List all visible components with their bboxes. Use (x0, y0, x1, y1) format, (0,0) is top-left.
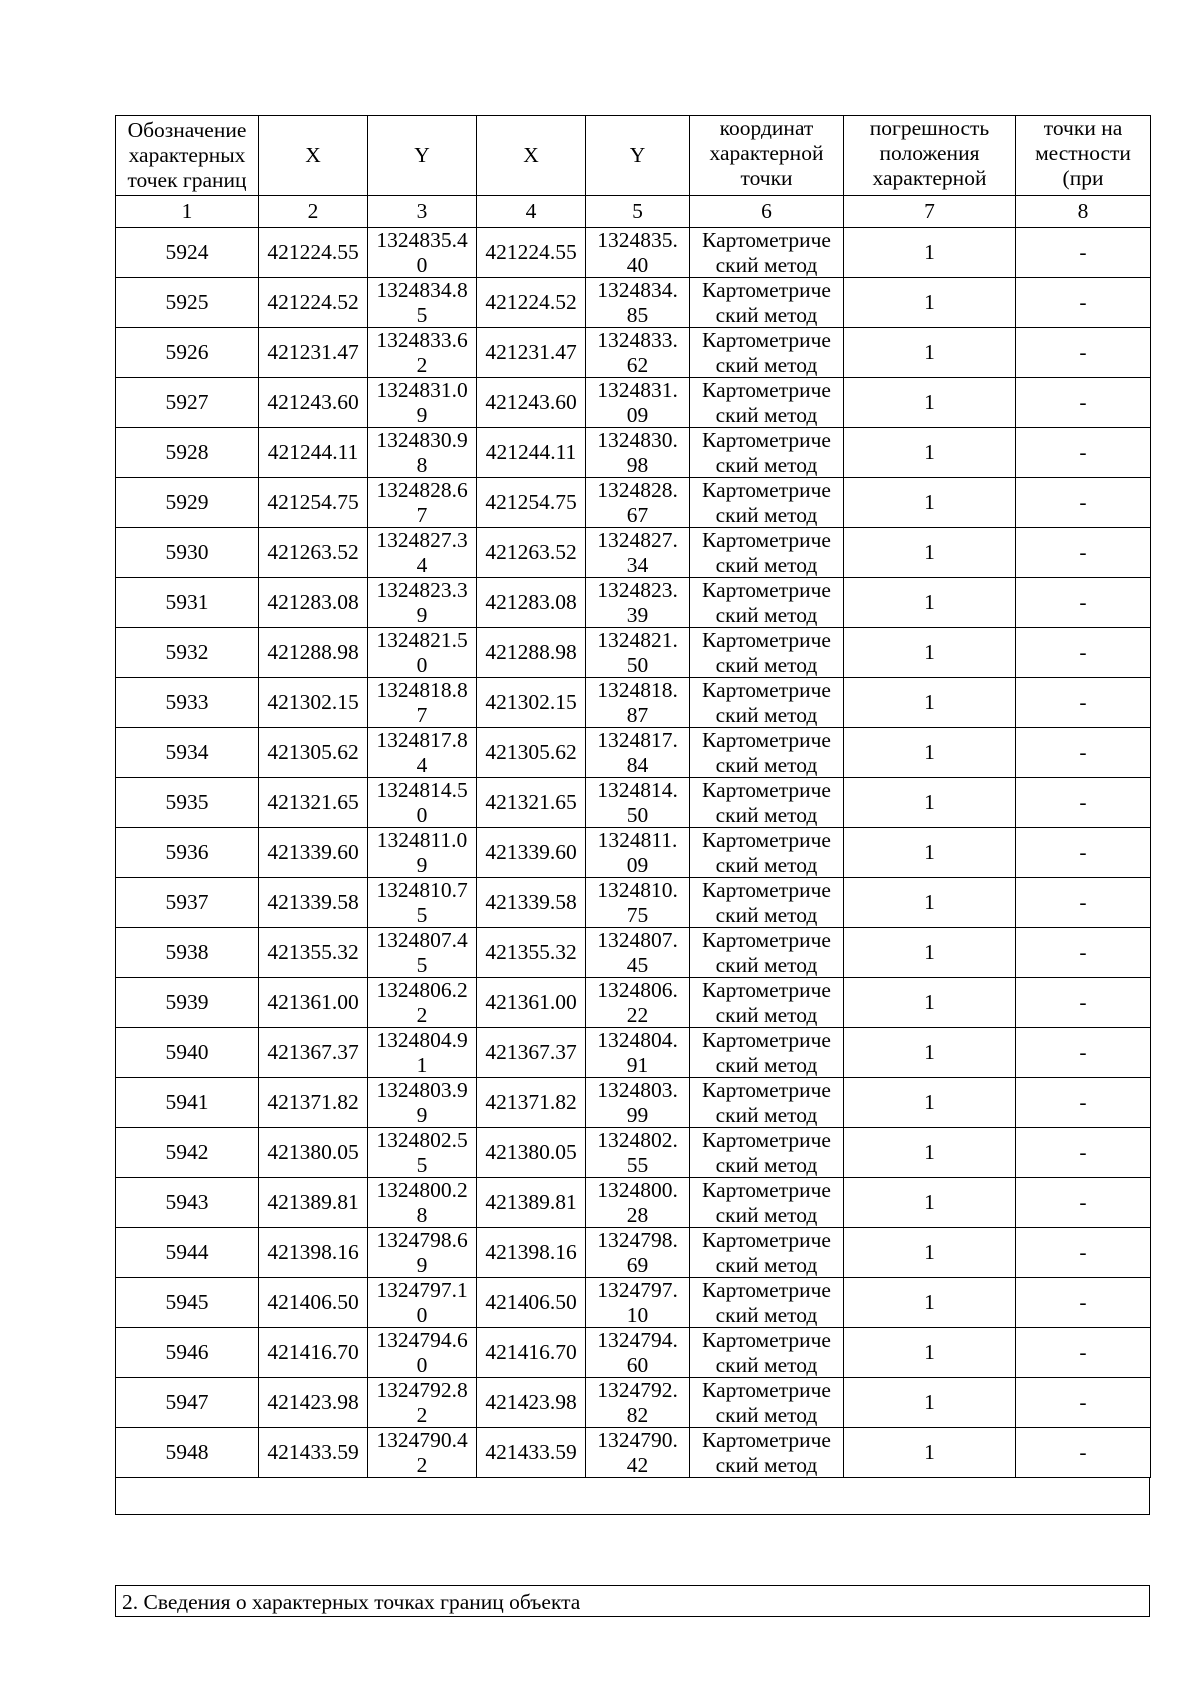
y-existing-cell: 1324817.8 4 (368, 728, 477, 778)
method-cell: Картометриче ский метод (690, 428, 844, 478)
x-refined-cell: 421355.32 (477, 928, 586, 978)
x-existing-cell: 421224.52 (259, 278, 368, 328)
y-refined-cell: 1324804. 91 (586, 1028, 690, 1078)
x-refined-cell: 421361.00 (477, 978, 586, 1028)
y-refined-cell: 1324800. 28 (586, 1178, 690, 1228)
error-cell: 1 (844, 1328, 1016, 1378)
x-existing-cell: 421244.11 (259, 428, 368, 478)
table-row (116, 428, 1151, 478)
method-cell: Картометриче ский метод (690, 778, 844, 828)
x-existing-cell: 421416.70 (259, 1328, 368, 1378)
y-refined-cell: 1324828. 67 (586, 478, 690, 528)
description-cell: - (1016, 278, 1151, 328)
method-cell: Картометриче ский метод (690, 1078, 844, 1128)
point-id-cell: 5940 (116, 1028, 259, 1078)
y-existing-cell: 1324821.5 0 (368, 628, 477, 678)
x-existing-cell: 421254.75 (259, 478, 368, 528)
method-cell: Картометриче ский метод (690, 1228, 844, 1278)
table-row (116, 528, 1151, 578)
x-existing-cell: 421231.47 (259, 328, 368, 378)
x-refined-cell: 421321.65 (477, 778, 586, 828)
table-row (116, 828, 1151, 878)
error-cell: 1 (844, 578, 1016, 628)
x-existing-cell: 421389.81 (259, 1178, 368, 1228)
table-row (116, 1378, 1151, 1428)
table-row (116, 928, 1151, 978)
description-cell: - (1016, 778, 1151, 828)
x-refined-cell: 421288.98 (477, 628, 586, 678)
error-cell: 1 (844, 1278, 1016, 1328)
x-existing-cell: 421283.08 (259, 578, 368, 628)
error-cell: 1 (844, 228, 1016, 278)
y-existing-cell: 1324834.8 5 (368, 278, 477, 328)
x-existing-cell: 421371.82 (259, 1078, 368, 1128)
description-cell: - (1016, 1178, 1151, 1228)
table-row (116, 1078, 1151, 1128)
method-cell: Картометриче ский метод (690, 728, 844, 778)
table-row (116, 1228, 1151, 1278)
y-refined-cell: 1324834. 85 (586, 278, 690, 328)
point-id-cell: 5942 (116, 1128, 259, 1178)
table-row (116, 1328, 1151, 1378)
y-refined-cell: 1324803. 99 (586, 1078, 690, 1128)
x-refined-cell: 421339.60 (477, 828, 586, 878)
point-id-cell: 5932 (116, 628, 259, 678)
method-cell: Картометриче ский метод (690, 928, 844, 978)
error-cell: 1 (844, 778, 1016, 828)
coordinates-table-container (115, 115, 1150, 1515)
method-cell: Картометриче ский метод (690, 1428, 844, 1478)
description-cell: - (1016, 478, 1151, 528)
column-number: 8 (1016, 196, 1151, 228)
y-refined-cell: 1324802. 55 (586, 1128, 690, 1178)
y-existing-cell: 1324823.3 9 (368, 578, 477, 628)
x-refined-cell: 421254.75 (477, 478, 586, 528)
y-existing-cell: 1324807.4 5 (368, 928, 477, 978)
x-existing-cell: 421288.98 (259, 628, 368, 678)
x-existing-cell: 421367.37 (259, 1028, 368, 1078)
table-row (116, 1428, 1151, 1478)
point-id-cell: 5947 (116, 1378, 259, 1428)
table-row (116, 578, 1151, 628)
y-refined-cell: 1324810. 75 (586, 878, 690, 928)
column-number: 4 (477, 196, 586, 228)
y-refined-cell: 1324792. 82 (586, 1378, 690, 1428)
column-number: 7 (844, 196, 1016, 228)
description-cell: - (1016, 1428, 1151, 1478)
x-refined-cell: 421433.59 (477, 1428, 586, 1478)
coordinates-table (115, 115, 1151, 1478)
error-cell: 1 (844, 1378, 1016, 1428)
column-number: 5 (586, 196, 690, 228)
method-cell: Картометриче ский метод (690, 228, 844, 278)
error-cell: 1 (844, 328, 1016, 378)
header-x-existing: X (259, 116, 368, 196)
y-existing-cell: 1324804.9 1 (368, 1028, 477, 1078)
y-refined-cell: 1324814. 50 (586, 778, 690, 828)
point-id-cell: 5944 (116, 1228, 259, 1278)
y-refined-cell: 1324794. 60 (586, 1328, 690, 1378)
y-refined-cell: 1324823. 39 (586, 578, 690, 628)
description-cell: - (1016, 928, 1151, 978)
x-refined-cell: 421244.11 (477, 428, 586, 478)
point-id-cell: 5931 (116, 578, 259, 628)
table-row (116, 1178, 1151, 1228)
point-id-cell: 5946 (116, 1328, 259, 1378)
header-row (116, 116, 1151, 196)
x-existing-cell: 421243.60 (259, 378, 368, 428)
y-refined-cell: 1324831. 09 (586, 378, 690, 428)
header-description: точки на местности (при (1016, 116, 1151, 196)
x-existing-cell: 421339.60 (259, 828, 368, 878)
section-title: 2. Сведения о характерных точках границ объекта (115, 1585, 1150, 1617)
column-number: 3 (368, 196, 477, 228)
y-refined-cell: 1324830. 98 (586, 428, 690, 478)
table-row (116, 628, 1151, 678)
method-cell: Картометриче ский метод (690, 328, 844, 378)
empty-row (116, 1477, 1150, 1514)
table-row (116, 378, 1151, 428)
x-refined-cell: 421380.05 (477, 1128, 586, 1178)
description-cell: - (1016, 728, 1151, 778)
error-cell: 1 (844, 878, 1016, 928)
table-row (116, 278, 1151, 328)
header-method: координат характерной точки (690, 116, 844, 196)
x-refined-cell: 421406.50 (477, 1278, 586, 1328)
description-cell: - (1016, 578, 1151, 628)
x-existing-cell: 421263.52 (259, 528, 368, 578)
table-row (116, 328, 1151, 378)
point-id-cell: 5929 (116, 478, 259, 528)
y-refined-cell: 1324821. 50 (586, 628, 690, 678)
column-number: 2 (259, 196, 368, 228)
error-cell: 1 (844, 1078, 1016, 1128)
x-refined-cell: 421398.16 (477, 1228, 586, 1278)
error-cell: 1 (844, 478, 1016, 528)
description-cell: - (1016, 1278, 1151, 1328)
x-existing-cell: 421398.16 (259, 1228, 368, 1278)
y-existing-cell: 1324802.5 5 (368, 1128, 477, 1178)
table-row (116, 228, 1151, 278)
point-id-cell: 5934 (116, 728, 259, 778)
y-refined-cell: 1324797. 10 (586, 1278, 690, 1328)
header-point-designation: Обозначение характерных точек границ (116, 116, 259, 196)
y-existing-cell: 1324806.2 2 (368, 978, 477, 1028)
y-existing-cell: 1324828.6 7 (368, 478, 477, 528)
description-cell: - (1016, 328, 1151, 378)
error-cell: 1 (844, 928, 1016, 978)
x-refined-cell: 421224.52 (477, 278, 586, 328)
empty-row-table (115, 1477, 1150, 1515)
table-row (116, 1028, 1151, 1078)
error-cell: 1 (844, 278, 1016, 328)
method-cell: Картометриче ский метод (690, 628, 844, 678)
column-number-row (116, 196, 1151, 228)
point-id-cell: 5930 (116, 528, 259, 578)
error-cell: 1 (844, 628, 1016, 678)
header-y-existing: Y (368, 116, 477, 196)
x-existing-cell: 421224.55 (259, 228, 368, 278)
y-refined-cell: 1324817. 84 (586, 728, 690, 778)
method-cell: Картометриче ский метод (690, 478, 844, 528)
column-number: 6 (690, 196, 844, 228)
point-id-cell: 5935 (116, 778, 259, 828)
x-refined-cell: 421389.81 (477, 1178, 586, 1228)
error-cell: 1 (844, 378, 1016, 428)
y-refined-cell: 1324811. 09 (586, 828, 690, 878)
point-id-cell: 5927 (116, 378, 259, 428)
method-cell: Картометриче ский метод (690, 1278, 844, 1328)
point-id-cell: 5948 (116, 1428, 259, 1478)
method-cell: Картометриче ский метод (690, 528, 844, 578)
x-refined-cell: 421339.58 (477, 878, 586, 928)
y-refined-cell: 1324806. 22 (586, 978, 690, 1028)
y-existing-cell: 1324798.6 9 (368, 1228, 477, 1278)
y-refined-cell: 1324798. 69 (586, 1228, 690, 1278)
method-cell: Картометриче ский метод (690, 1028, 844, 1078)
method-cell: Картометриче ский метод (690, 278, 844, 328)
method-cell: Картометриче ский метод (690, 1378, 844, 1428)
x-existing-cell: 421361.00 (259, 978, 368, 1028)
description-cell: - (1016, 678, 1151, 728)
x-refined-cell: 421302.15 (477, 678, 586, 728)
method-cell: Картометриче ский метод (690, 878, 844, 928)
x-existing-cell: 421433.59 (259, 1428, 368, 1478)
header-x-refined: X (477, 116, 586, 196)
column-number: 1 (116, 196, 259, 228)
y-existing-cell: 1324811.0 9 (368, 828, 477, 878)
x-existing-cell: 421302.15 (259, 678, 368, 728)
point-id-cell: 5943 (116, 1178, 259, 1228)
error-cell: 1 (844, 528, 1016, 578)
description-cell: - (1016, 378, 1151, 428)
method-cell: Картометриче ский метод (690, 1328, 844, 1378)
description-cell: - (1016, 1378, 1151, 1428)
y-existing-cell: 1324792.8 2 (368, 1378, 477, 1428)
y-existing-cell: 1324833.6 2 (368, 328, 477, 378)
x-refined-cell: 421416.70 (477, 1328, 586, 1378)
x-refined-cell: 421283.08 (477, 578, 586, 628)
point-id-cell: 5926 (116, 328, 259, 378)
x-existing-cell: 421423.98 (259, 1378, 368, 1428)
description-cell: - (1016, 978, 1151, 1028)
method-cell: Картометриче ский метод (690, 978, 844, 1028)
description-cell: - (1016, 1128, 1151, 1178)
point-id-cell: 5936 (116, 828, 259, 878)
table-row (116, 1128, 1151, 1178)
x-refined-cell: 421243.60 (477, 378, 586, 428)
table-row (116, 678, 1151, 728)
description-cell: - (1016, 228, 1151, 278)
y-existing-cell: 1324827.3 4 (368, 528, 477, 578)
empty-cell (116, 1477, 1150, 1514)
y-existing-cell: 1324790.4 2 (368, 1428, 477, 1478)
x-refined-cell: 421423.98 (477, 1378, 586, 1428)
y-existing-cell: 1324831.0 9 (368, 378, 477, 428)
y-existing-cell: 1324835.4 0 (368, 228, 477, 278)
y-existing-cell: 1324803.9 9 (368, 1078, 477, 1128)
x-existing-cell: 421321.65 (259, 778, 368, 828)
y-existing-cell: 1324814.5 0 (368, 778, 477, 828)
point-id-cell: 5928 (116, 428, 259, 478)
y-refined-cell: 1324835. 40 (586, 228, 690, 278)
x-existing-cell: 421355.32 (259, 928, 368, 978)
x-existing-cell: 421339.58 (259, 878, 368, 928)
description-cell: - (1016, 528, 1151, 578)
x-existing-cell: 421380.05 (259, 1128, 368, 1178)
table-row (116, 978, 1151, 1028)
method-cell: Картометриче ский метод (690, 1178, 844, 1228)
point-id-cell: 5925 (116, 278, 259, 328)
x-refined-cell: 421224.55 (477, 228, 586, 278)
method-cell: Картометриче ский метод (690, 1128, 844, 1178)
x-existing-cell: 421406.50 (259, 1278, 368, 1328)
description-cell: - (1016, 1028, 1151, 1078)
point-id-cell: 5945 (116, 1278, 259, 1328)
table-row (116, 778, 1151, 828)
description-cell: - (1016, 1228, 1151, 1278)
error-cell: 1 (844, 428, 1016, 478)
point-id-cell: 5938 (116, 928, 259, 978)
method-cell: Картометриче ский метод (690, 678, 844, 728)
table-row (116, 1278, 1151, 1328)
y-existing-cell: 1324797.1 0 (368, 1278, 477, 1328)
y-existing-cell: 1324810.7 5 (368, 878, 477, 928)
error-cell: 1 (844, 1128, 1016, 1178)
y-refined-cell: 1324807. 45 (586, 928, 690, 978)
error-cell: 1 (844, 828, 1016, 878)
table-row (116, 878, 1151, 928)
method-cell: Картометриче ский метод (690, 578, 844, 628)
description-cell: - (1016, 1328, 1151, 1378)
method-cell: Картометриче ский метод (690, 378, 844, 428)
y-existing-cell: 1324818.8 7 (368, 678, 477, 728)
table-row (116, 478, 1151, 528)
y-refined-cell: 1324790. 42 (586, 1428, 690, 1478)
description-cell: - (1016, 828, 1151, 878)
error-cell: 1 (844, 1028, 1016, 1078)
x-refined-cell: 421305.62 (477, 728, 586, 778)
description-cell: - (1016, 428, 1151, 478)
description-cell: - (1016, 628, 1151, 678)
error-cell: 1 (844, 1178, 1016, 1228)
x-refined-cell: 421263.52 (477, 528, 586, 578)
header-y-refined: Y (586, 116, 690, 196)
x-refined-cell: 421231.47 (477, 328, 586, 378)
description-cell: - (1016, 878, 1151, 928)
error-cell: 1 (844, 728, 1016, 778)
error-cell: 1 (844, 678, 1016, 728)
x-existing-cell: 421305.62 (259, 728, 368, 778)
header-error: погрешность положения характерной (844, 116, 1016, 196)
x-refined-cell: 421371.82 (477, 1078, 586, 1128)
method-cell: Картометриче ский метод (690, 828, 844, 878)
y-refined-cell: 1324827. 34 (586, 528, 690, 578)
error-cell: 1 (844, 978, 1016, 1028)
point-id-cell: 5933 (116, 678, 259, 728)
point-id-cell: 5939 (116, 978, 259, 1028)
y-existing-cell: 1324794.6 0 (368, 1328, 477, 1378)
table-row (116, 728, 1151, 778)
y-refined-cell: 1324833. 62 (586, 328, 690, 378)
error-cell: 1 (844, 1228, 1016, 1278)
error-cell: 1 (844, 1428, 1016, 1478)
description-cell: - (1016, 1078, 1151, 1128)
point-id-cell: 5941 (116, 1078, 259, 1128)
point-id-cell: 5937 (116, 878, 259, 928)
y-existing-cell: 1324830.9 8 (368, 428, 477, 478)
x-refined-cell: 421367.37 (477, 1028, 586, 1078)
point-id-cell: 5924 (116, 228, 259, 278)
y-existing-cell: 1324800.2 8 (368, 1178, 477, 1228)
y-refined-cell: 1324818. 87 (586, 678, 690, 728)
